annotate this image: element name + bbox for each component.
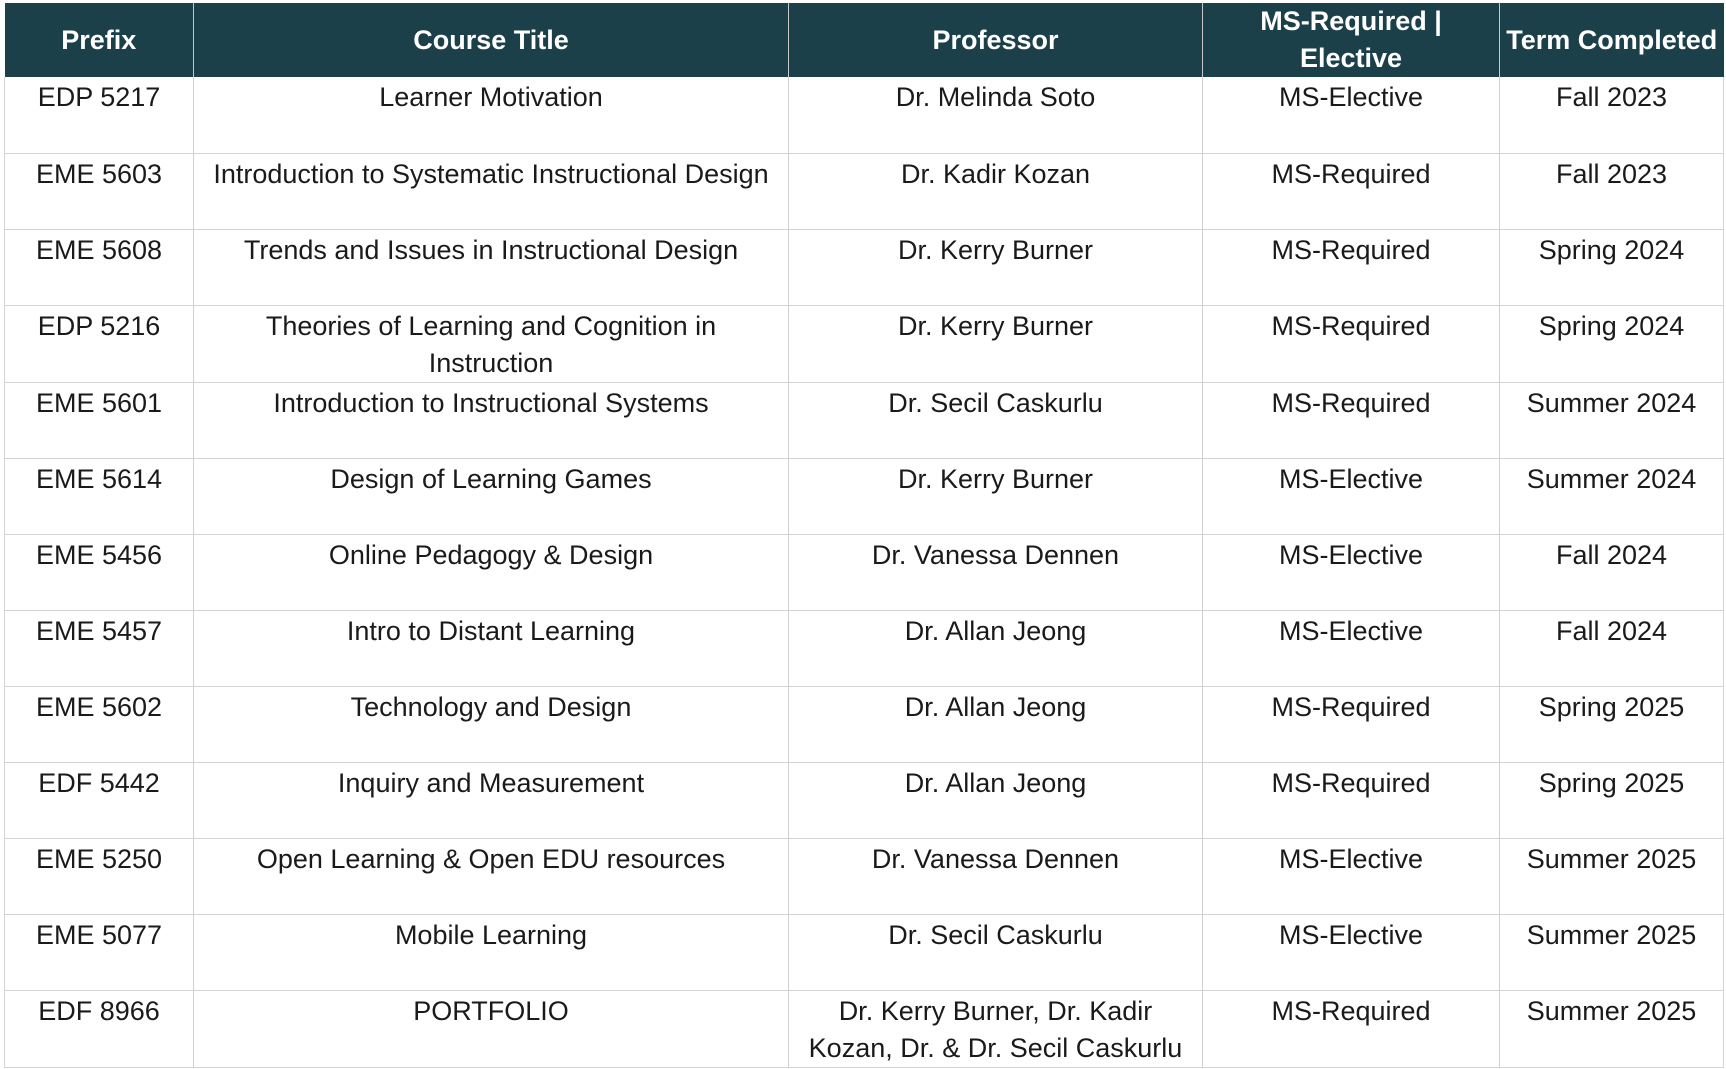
cell-term: [1500, 686, 1724, 762]
cell-prefix: [5, 382, 194, 458]
cell-requirement-text: MS-Elective: [1278, 843, 1424, 874]
cell-requirement-text: MS-Required: [1271, 767, 1431, 798]
cell-professor: [789, 229, 1203, 305]
cell-requirement-text: MS-Elective: [1278, 82, 1424, 112]
cell-requirement: [1203, 838, 1500, 914]
cell-requirement: [1203, 458, 1500, 534]
cell-course-title-text: Mobile Learning: [394, 919, 588, 950]
cell-course-title: [194, 305, 789, 382]
cell-prefix: [5, 534, 194, 610]
table-row: [5, 458, 1724, 534]
cell-course-title-text: Theories of Learning and Cognition in Instruction: [265, 310, 717, 378]
cell-course-title: [194, 838, 789, 914]
table-row: [5, 77, 1724, 153]
cell-professor: [789, 77, 1203, 153]
header-requirement: MS-Required | Elective: [1203, 3, 1500, 77]
cell-term: [1500, 77, 1724, 153]
cell-course-title: [194, 77, 789, 153]
cell-term: [1500, 838, 1724, 914]
cell-requirement-text: MS-Required: [1271, 234, 1431, 265]
table-row: [5, 305, 1724, 382]
cell-term: [1500, 305, 1724, 382]
cell-prefix-text: EME 5456: [35, 539, 163, 570]
cell-prefix-text: EME 5457: [35, 615, 163, 646]
cell-professor: [789, 610, 1203, 686]
table-row: [5, 610, 1724, 686]
cell-course-title: [194, 610, 789, 686]
cell-professor-text: Dr. Kerry Burner: [897, 463, 1094, 494]
cell-professor-text: Dr. Secil Caskurlu: [888, 919, 1103, 950]
cell-course-title-text: Intro to Distant Learning: [346, 615, 636, 646]
cell-requirement-text: MS-Elective: [1278, 919, 1424, 950]
cell-professor-text: Dr. Vanessa Dennen: [871, 843, 1120, 874]
cell-requirement: [1203, 229, 1500, 305]
table-row: [5, 153, 1724, 229]
cell-professor: [789, 382, 1203, 458]
cell-prefix-text: EME 5614: [35, 463, 163, 494]
cell-term-text: Spring 2025: [1538, 767, 1685, 798]
cell-prefix: [5, 305, 194, 382]
cell-professor-text: Dr. Kerry Burner, Dr. Kadir Kozan, Dr. & Dr. Secil Caskurlu: [808, 995, 1183, 1063]
cell-prefix-text: EME 5602: [35, 691, 163, 722]
header-prefix: Prefix: [5, 3, 194, 77]
cell-professor: [789, 990, 1203, 1067]
cell-requirement: [1203, 914, 1500, 990]
cell-requirement-text: MS-Elective: [1278, 615, 1424, 646]
cell-prefix: [5, 229, 194, 305]
table-row: [5, 838, 1724, 914]
cell-requirement-text: MS-Required: [1271, 387, 1431, 418]
cell-requirement-text: MS-Required: [1271, 310, 1431, 341]
header-row: [5, 3, 1724, 77]
cell-term: [1500, 229, 1724, 305]
cell-term-text: Spring 2025: [1538, 691, 1685, 722]
cell-prefix: [5, 838, 194, 914]
cell-professor-text: Dr. Secil Caskurlu: [888, 387, 1103, 418]
cell-term: [1500, 990, 1724, 1067]
table-header: [5, 3, 1724, 77]
cell-prefix-text: EME 5250: [35, 843, 163, 874]
cell-term-text: Summer 2024: [1526, 387, 1697, 418]
cell-term-text: Spring 2024: [1538, 310, 1685, 341]
cell-course-title: [194, 914, 789, 990]
cell-professor: [789, 686, 1203, 762]
cell-professor: [789, 762, 1203, 838]
table-row: [5, 382, 1724, 458]
cell-professor-text: Dr. Allan Jeong: [904, 615, 1087, 646]
table-row: [5, 686, 1724, 762]
cell-requirement: [1203, 686, 1500, 762]
cell-professor: [789, 458, 1203, 534]
header-course-title: Course Title: [194, 3, 789, 77]
cell-professor-text: Dr. Kerry Burner: [897, 234, 1094, 265]
table-row: [5, 990, 1724, 1067]
cell-prefix: [5, 990, 194, 1067]
cell-prefix: [5, 458, 194, 534]
cell-prefix-text: EME 5603: [35, 158, 163, 189]
cell-prefix-text: EDF 8966: [38, 995, 160, 1026]
cell-course-title: [194, 990, 789, 1067]
cell-prefix: [5, 762, 194, 838]
cell-professor: [789, 153, 1203, 229]
table-row: [5, 229, 1724, 305]
cell-requirement-text: MS-Elective: [1278, 539, 1424, 570]
course-table: [4, 3, 1724, 1068]
cell-requirement: [1203, 382, 1500, 458]
cell-requirement: [1203, 153, 1500, 229]
cell-professor-text: Dr. Allan Jeong: [904, 767, 1087, 798]
cell-term: [1500, 458, 1724, 534]
cell-prefix-text: EDF 5442: [38, 767, 160, 798]
cell-term-text: Fall 2024: [1555, 539, 1668, 570]
cell-prefix-text: EDP 5216: [37, 310, 161, 341]
cell-requirement: [1203, 762, 1500, 838]
cell-course-title: [194, 229, 789, 305]
cell-course-title-text: Open Learning & Open EDU resources: [256, 843, 726, 874]
cell-term-text: Fall 2023: [1555, 158, 1668, 189]
cell-professor: [789, 914, 1203, 990]
cell-prefix: [5, 610, 194, 686]
table-row: [5, 534, 1724, 610]
cell-course-title-text: Introduction to Instructional Systems: [273, 387, 709, 418]
cell-professor: [789, 305, 1203, 382]
cell-course-title: [194, 686, 789, 762]
cell-requirement-text: MS-Required: [1271, 995, 1431, 1026]
cell-prefix: [5, 77, 194, 153]
cell-course-title: [194, 153, 789, 229]
table-row: [5, 762, 1724, 838]
cell-term: [1500, 914, 1724, 990]
cell-course-title-text: Introduction to Systematic Instructional Design: [213, 158, 769, 189]
cell-term-text: Summer 2025: [1526, 843, 1697, 874]
cell-course-title-text: Online Pedagogy & Design: [328, 539, 654, 570]
cell-professor: [789, 838, 1203, 914]
header-professor: Professor: [789, 3, 1203, 77]
cell-term-text: Summer 2025: [1526, 919, 1697, 950]
cell-professor: [789, 534, 1203, 610]
cell-requirement: [1203, 77, 1500, 153]
cell-prefix: [5, 153, 194, 229]
cell-requirement: [1203, 534, 1500, 610]
cell-course-title: [194, 534, 789, 610]
cell-course-title: [194, 762, 789, 838]
cell-requirement: [1203, 305, 1500, 382]
cell-prefix-text: EME 5601: [35, 387, 163, 418]
cell-professor-text: Dr. Kerry Burner: [897, 310, 1094, 341]
cell-course-title-text: PORTFOLIO: [413, 995, 569, 1026]
table-row: [5, 914, 1724, 990]
header-term: Term Completed: [1500, 3, 1724, 77]
cell-course-title-text: Technology and Design: [350, 691, 632, 722]
cell-professor-text: Dr. Vanessa Dennen: [871, 539, 1120, 570]
cell-course-title-text: Inquiry and Measurement: [337, 767, 645, 798]
cell-term: [1500, 153, 1724, 229]
cell-term-text: Summer 2024: [1526, 463, 1697, 494]
cell-requirement-text: MS-Required: [1271, 158, 1431, 189]
cell-term-text: Fall 2024: [1555, 615, 1668, 646]
cell-requirement: [1203, 610, 1500, 686]
cell-term: [1500, 762, 1724, 838]
cell-term: [1500, 534, 1724, 610]
cell-prefix-text: EME 5608: [35, 234, 163, 265]
cell-professor-text: Dr. Melinda Soto: [895, 82, 1096, 112]
course-table-container: [4, 3, 1723, 1068]
cell-course-title: [194, 458, 789, 534]
cell-requirement-text: MS-Required: [1271, 691, 1431, 722]
cell-course-title-text: Trends and Issues in Instructional Design: [243, 234, 739, 265]
cell-term-text: Summer 2025: [1526, 995, 1697, 1026]
cell-term: [1500, 382, 1724, 458]
cell-course-title: [194, 382, 789, 458]
cell-prefix: [5, 686, 194, 762]
cell-term: [1500, 610, 1724, 686]
cell-professor-text: Dr. Allan Jeong: [904, 691, 1087, 722]
cell-prefix-text: EME 5077: [35, 919, 163, 950]
cell-prefix: [5, 914, 194, 990]
cell-course-title-text: Learner Motivation: [379, 82, 603, 112]
cell-term-text: Spring 2024: [1538, 234, 1685, 265]
cell-term-text: Fall 2023: [1555, 82, 1668, 112]
cell-prefix-text: EDP 5217: [37, 82, 161, 112]
table-body: [5, 77, 1724, 1067]
cell-requirement: [1203, 990, 1500, 1067]
cell-professor-text: Dr. Kadir Kozan: [900, 158, 1091, 189]
cell-course-title-text: Design of Learning Games: [330, 463, 652, 494]
cell-requirement-text: MS-Elective: [1278, 463, 1424, 494]
